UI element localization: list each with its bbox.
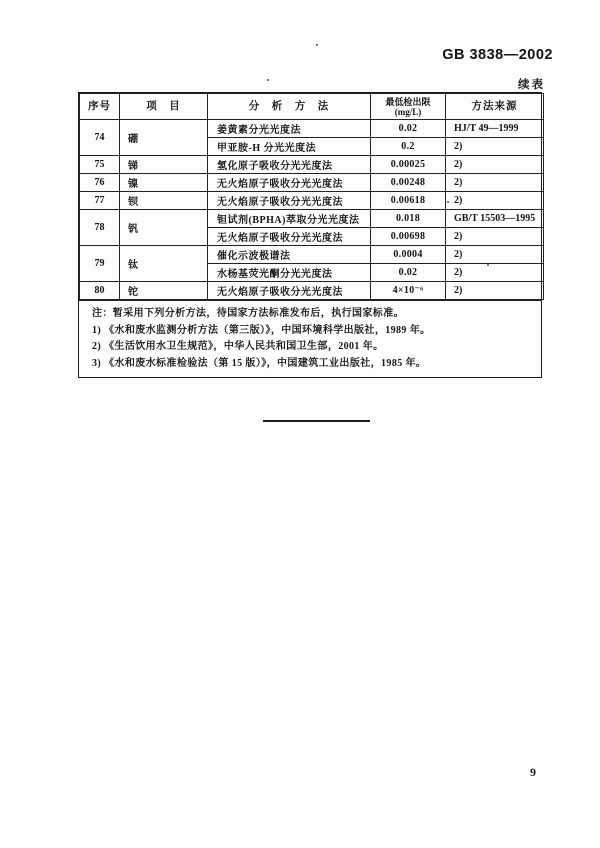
section-divider [263,420,370,422]
item-name: 钛 [120,246,208,282]
col-header-method-label: 分 析 方 法 [248,100,330,112]
col-header-source-label: 方法来源 [471,100,518,112]
item-name: 镍 [120,174,208,192]
table-row [80,120,544,138]
col-header-number [80,94,120,120]
col-header-number-label: 序号 [88,100,111,112]
detection-limit: 0.00248 [371,174,446,192]
scan-speck [267,79,269,81]
method-name: 无火焰原子吸收分光光度法 [208,282,371,300]
row-number: 75 [80,156,120,174]
scan-speck [316,44,318,46]
method-source: 2) [446,228,544,246]
table-row [80,246,544,264]
detection-limit: 0.02 [371,120,446,138]
note-item: 1) 《水和废水监测分析方法（第三版）》，中国环境科学出版社，1989 年。 [92,324,431,336]
table-row [80,156,544,174]
col-header-detection-limit [371,94,446,120]
detection-limit: 0.018 [371,210,446,228]
detection-limit: 4×10⁻⁶ [371,282,446,300]
method-source: 2) [446,246,544,264]
method-name: 姜黄素分光光度法 [208,120,371,138]
method-source: 2) [446,156,544,174]
method-source: GB/T 15503—1995 [446,210,544,228]
method-source: 2) [446,282,544,300]
item-name: 硼 [120,120,208,156]
method-name: 甲亚胺-H 分光光度法 [208,138,371,156]
col-header-source [446,94,544,120]
detection-limit: 0.0004 [371,246,446,264]
continued-table-label: 续表 [518,79,545,91]
item-name: 钒 [120,210,208,246]
item-name: 钡 [120,192,208,210]
row-number: 78 [80,210,120,246]
col-header-limit-line1: 最低检出限 [385,96,431,107]
note-item: 3) 《水和废水标准检验法（第 15 版）》，中国建筑工业出版社，1985 年。 [92,357,427,369]
note-lead: 注：暂采用下列分析方法，待国家方法标准发布后，执行国家标准。 [92,308,404,319]
analysis-table-body [80,120,544,300]
scan-speck [447,201,449,203]
item-name: 铊 [120,282,208,300]
method-name: 水杨基荧光酮分光光度法 [208,264,371,282]
page-number: 9 [530,765,536,779]
method-name: 无火焰原子吸收分光光度法 [208,174,371,192]
col-header-item-label: 项 目 [146,100,181,112]
method-source: HJ/T 49—1999 [446,120,544,138]
method-source: 2) [446,192,544,210]
scan-speck [487,264,489,266]
method-name: 钽试剂(BPHA)萃取分光光度法 [208,210,371,228]
table-notes [79,300,541,377]
row-number: 77 [80,192,120,210]
table-row [80,174,544,192]
method-name: 无火焰原子吸收分光光度法 [208,228,371,246]
col-header-method [208,94,371,120]
detection-limit: 0.02 [371,264,446,282]
row-number: 79 [80,246,120,282]
col-header-limit-line2: (mg/L) [394,106,422,117]
item-name: 锑 [120,156,208,174]
method-name: 氢化原子吸收分光光度法 [208,156,371,174]
table-row [80,192,544,210]
row-number: 74 [80,120,120,156]
detection-limit: 0.00025 [371,156,446,174]
method-name: 无火焰原子吸收分光光度法 [208,192,371,210]
note-item: 2) 《生活饮用水卫生规范》，中华人民共和国卫生部，2001 年。 [92,341,384,352]
table-row [80,282,544,300]
standard-code: GB 3838—2002 [442,47,553,63]
row-number: 76 [80,174,120,192]
method-source: 2) [446,174,544,192]
detection-limit: 0.00698 [371,228,446,246]
method-source: 2) [446,264,544,282]
analysis-methods-table [78,92,542,378]
row-number: 80 [80,282,120,300]
col-header-item [120,94,208,120]
table-header-row [80,94,544,120]
note-list [92,323,533,373]
detection-limit: 0.00618 [371,192,446,210]
table-row [80,210,544,228]
detection-limit: 0.2 [371,138,446,156]
method-name: 催化示波极谱法 [208,246,371,264]
method-source: 2) [446,138,544,156]
